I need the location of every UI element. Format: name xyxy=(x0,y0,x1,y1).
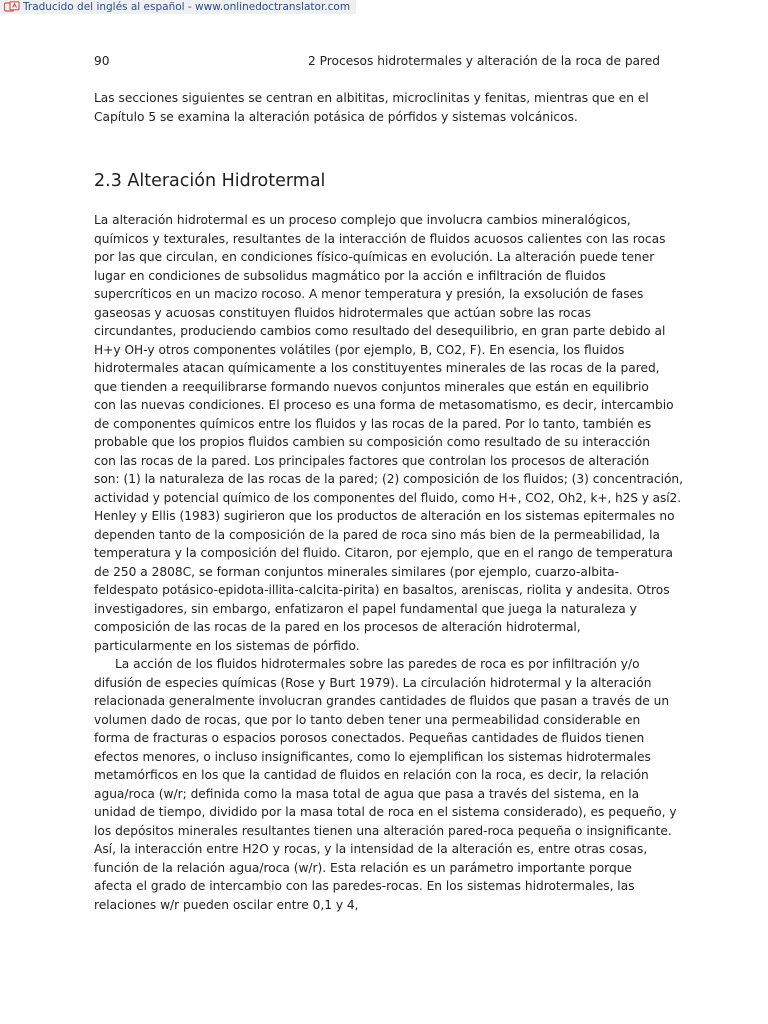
paragraph-2 xyxy=(94,655,684,914)
text-line: temperatura y la composición del fluido. Citaron, por ejemplo, que en el rango de temperatura xyxy=(94,546,674,560)
text-line: que tienden a reequilibrarse formando nuevos conjuntos minerales que están en equilibrio xyxy=(94,379,649,394)
text-line: agua/roca (w/r; definida como la masa total de agua que pasa a través del sistema, en la xyxy=(94,786,640,801)
running-header xyxy=(94,53,660,69)
text-line: volumen dado de rocas, que por lo tanto deben tener una permeabilidad considerable en xyxy=(94,712,641,727)
text-line: dependen tanto de la composición de la pared de roca sino más bien de la permeabilidad, la xyxy=(94,527,661,542)
running-title: 2 Procesos hidrotermales y alteración de la roca de pared xyxy=(308,54,660,68)
text-line: los depósitos minerales resultantes tienen una alteración pared-roca pequeña o insignificante. xyxy=(94,823,672,838)
translator-banner-text[interactable]: Traducido del inglés al español - www.onlinedoctranslator.com xyxy=(23,1,351,13)
translator-icon xyxy=(4,1,20,13)
text-line: actividad y potencial químico de los componentes del fluido, como H+, CO2, Oh2, k+, h2S y así2. xyxy=(94,490,682,505)
text-line: feldespato potásico-epidota-illita-calcita-pirita) en basaltos, areniscas, riolita y andesita. Otros xyxy=(94,583,670,597)
text-line: Capítulo 5 se examina la alteración potásica de pórfidos y sistemas volcánicos. xyxy=(94,109,578,124)
text-line: supercríticos en un macizo rocoso. A menor temperatura y presión, la exsolución de fases xyxy=(94,287,644,301)
text-line: relaciones w/r pueden oscilar entre 0,1 y 4, xyxy=(94,897,359,912)
text-line: afecta el grado de intercambio con las paredes-rocas. En los sistemas hidrotermales, las xyxy=(94,879,635,893)
text-line: con las rocas de la pared. Los principales factores que controlan los procesos de alteración xyxy=(94,453,650,468)
text-line: por las que circulan, en condiciones físico-químicas en evolución. La alteración puede tener xyxy=(94,250,655,264)
text-line: efectos menores, o incluso insignificantes, como lo ejemplifican los sistemas hidrotermales xyxy=(94,749,651,764)
section-title: 2.3 Alteración Hidrotermal xyxy=(94,171,326,191)
text-line: unidad de tiempo, dividido por la masa total de roca en el sistema considerado), es pequeño, y xyxy=(94,805,677,819)
text-line: La alteración hidrotermal es un proceso complejo que involucra cambios mineralógicos, xyxy=(94,213,631,227)
text-line: gaseosas y acuosas constituyen fluidos hidrotermales que actúan sobre las rocas xyxy=(94,305,592,320)
text-line: químicos y texturales, resultantes de la interacción de fluidos acuosos calientes con las rocas xyxy=(94,231,666,246)
text-line: función de la relación agua/roca (w/r). Esta relación es un parámetro importante porque xyxy=(94,860,632,875)
text-line: de 250 a 2808C, se forman conjuntos minerales similares (por ejemplo, cuarzo-albita- xyxy=(94,564,620,579)
text-line: Henley y Ellis (1983) sugirieron que los productos de alteración en los sistemas epitermales no xyxy=(94,509,675,523)
translator-banner[interactable] xyxy=(0,0,356,14)
text-line: H+y OH-y otros componentes volátiles (por ejemplo, B, CO2, F). En esencia, los fluidos xyxy=(94,342,625,357)
text-line: son: (1) la naturaleza de las rocas de la pared; (2) composición de los fluidos; (3) concentración, xyxy=(94,472,684,486)
text-line: forma de fracturas o espacios porosos conectados. Pequeñas cantidades de fluidos tienen xyxy=(94,731,645,745)
paragraph-1 xyxy=(94,211,684,655)
intro-paragraph xyxy=(94,89,684,126)
text-line: investigadores, sin embargo, enfatizaron el papel fundamental que juega la naturaleza y xyxy=(94,601,637,616)
text-line: lugar en condiciones de subsolidus magmático por la acción e infiltración de fluidos xyxy=(94,268,606,283)
text-line: Las secciones siguientes se centran en albititas, microclinitas y fenitas, mientras que en el xyxy=(94,91,649,105)
text-line: circundantes, produciendo cambios como resultado del desequilibrio, en gran parte debido al xyxy=(94,324,666,338)
text-line: Así, la interacción entre H2O y rocas, y la intensidad de la alteración es, entre otras cosas, xyxy=(94,842,648,856)
text-line: probable que los propios fluidos cambien su composición como resultado de su interacción xyxy=(94,435,651,449)
text-line: relacionada generalmente involucran grandes cantidades de fluidos que pasan a través de un xyxy=(94,694,670,708)
text-line: hidrotermales atacan químicamente a los constituyentes minerales de las rocas de la pared, xyxy=(94,361,660,375)
text-line: particularmente en los sistemas de pórfido. xyxy=(94,638,360,653)
page-number: 90 xyxy=(94,54,110,68)
text-line: composición de las rocas de la pared en los procesos de alteración hidrotermal, xyxy=(94,620,581,634)
text-line: La acción de los fluidos hidrotermales sobre las paredes de roca es por infiltración y/o xyxy=(115,657,640,671)
text-line: de componentes químicos entre los fluidos y las rocas de la pared. Por lo tanto, también es xyxy=(94,416,652,431)
text-line: metamórficos en los que la cantidad de fluidos en relación con la roca, es decir, la relación xyxy=(94,768,649,782)
text-line: difusión de especies químicas (Rose y Burt 1979). La circulación hidrotermal y la alteración xyxy=(94,675,652,690)
text-line: con las nuevas condiciones. El proceso es una forma de metasomatismo, es decir, intercambio xyxy=(94,398,674,412)
